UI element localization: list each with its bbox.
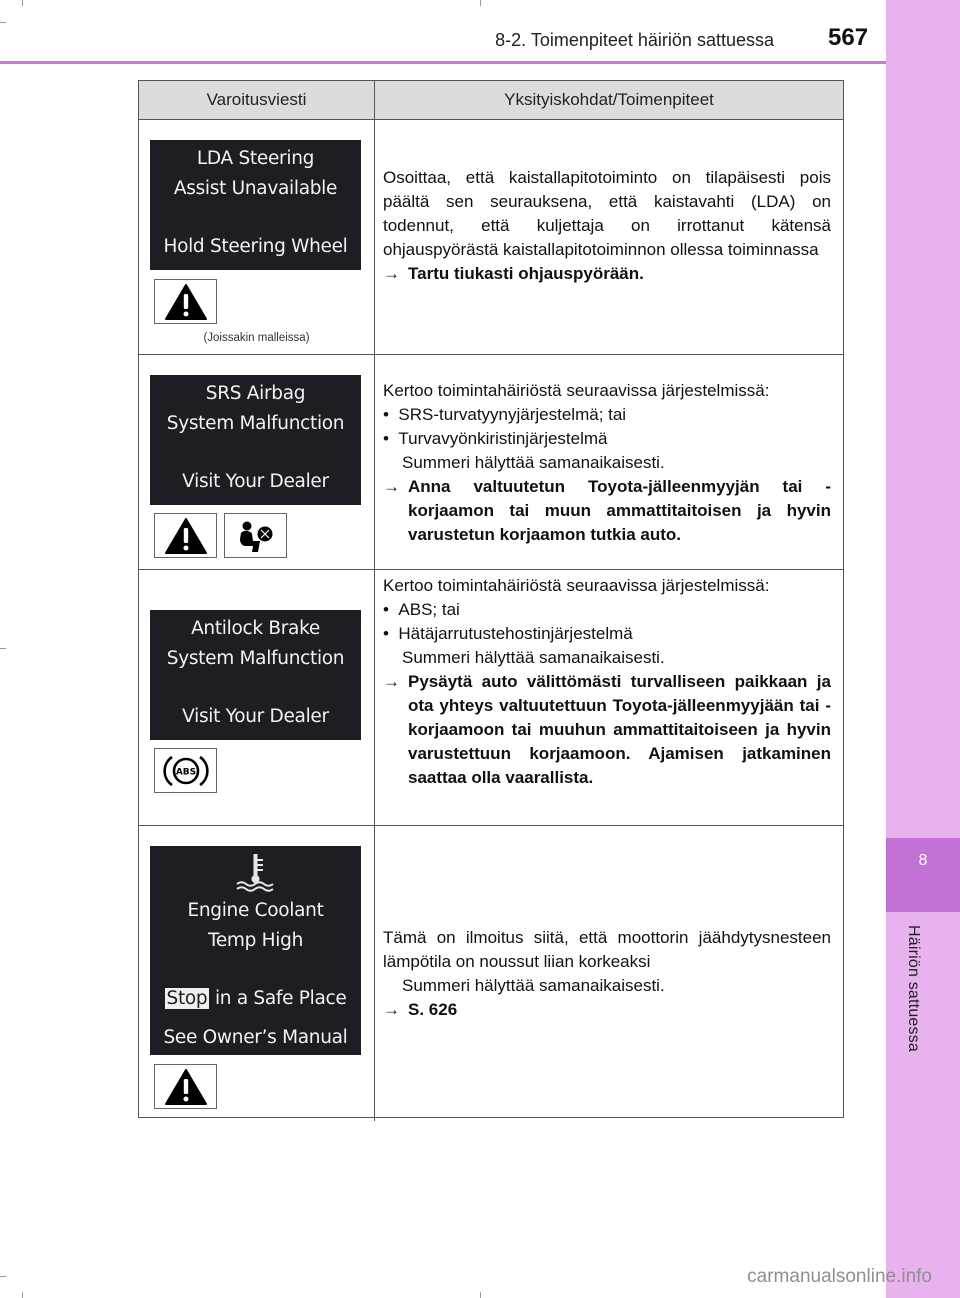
arrow-icon: → (383, 1000, 400, 1019)
buzzer-note: Summeri hälyttää samanaikaisesti. (402, 976, 665, 995)
crop-mark (480, 0, 481, 6)
crop-mark (22, 1292, 23, 1298)
message-line: Visit Your Dealer (182, 706, 329, 727)
message-line: SRS Airbag (205, 383, 306, 404)
message-line: Assist Unavailable (173, 178, 338, 199)
abs-icon-label: ABS (175, 767, 196, 777)
details-text (383, 379, 831, 547)
details-cell (375, 826, 843, 1121)
warning-icon-box (154, 513, 217, 558)
message-cell (139, 120, 375, 354)
crop-mark (0, 22, 6, 23)
stop-highlight: Stop (166, 988, 208, 1009)
warning-icon-box (154, 1064, 217, 1109)
description: Osoittaa, että kaistallapitotoiminto on tilapäisesti pois päältä sen seurauksena, että kaistavahti (LDA) on todennut, että kuljettaja on irrottanut kätensä ohjauspyörästä kaistallapitotoiminnon ollessa toiminnassa (383, 168, 831, 259)
warning-triangle-icon (164, 517, 208, 555)
list-item: • SRS-turvatyynyjärjestelmä; tai (383, 405, 627, 424)
running-header: 8-2. Toimenpiteet häiriön sattuessa (495, 30, 774, 50)
action-instruction: → Pysäytä auto välittömästi turvalliseen paikkaan ja ota yhteys valtuutettuun Toyota-jälleenmyyjään tai -korjaamoon tai muuhun ammattitaitoiseen ja hyvin varustettuun korjaamoon. Ajamisen jatkaminen saattaa olla vaarallista. (383, 672, 831, 787)
message-line: System Malfunction (166, 413, 345, 434)
buzzer-note: Summeri hälyttää samanaikaisesti. (402, 648, 665, 667)
message-line: Visit Your Dealer (182, 471, 329, 492)
crop-mark (480, 1292, 481, 1298)
header-rule (0, 61, 886, 64)
display-message (150, 610, 361, 740)
arrow-icon: → (383, 477, 400, 496)
column-header-details: Yksityiskohdat/Toimenpiteet (504, 90, 714, 109)
srs-airbag-icon (234, 517, 278, 555)
action-instruction: → S. 626 (383, 998, 831, 1022)
message-line: See Owner’s Manual (163, 1027, 348, 1048)
warning-triangle-icon (164, 283, 208, 321)
crop-mark (0, 648, 6, 649)
details-cell (375, 355, 843, 569)
warning-triangle-icon (164, 1068, 208, 1106)
chapter-side-tab (886, 0, 960, 1298)
table-row (139, 570, 843, 826)
details-text (383, 574, 831, 790)
abs-icon-box (154, 748, 217, 793)
arrow-icon: → (383, 264, 400, 283)
message-line: Temp High (207, 930, 303, 951)
details-cell (375, 120, 843, 354)
coolant-temperature-icon (234, 852, 278, 892)
column-header-message: Varoitusviesti (139, 81, 375, 119)
display-message (150, 140, 361, 270)
list-item: • ABS; tai (383, 600, 460, 619)
table-row (139, 120, 843, 355)
message-line: Hold Steering Wheel (163, 236, 348, 257)
buzzer-note: Summeri hälyttää samanaikaisesti. (402, 453, 665, 472)
message-line: LDA Steering (196, 148, 315, 169)
action-instruction: → Tartu tiukasti ohjauspyörään. (383, 262, 831, 286)
model-note: (Joissakin malleissa) (203, 332, 310, 344)
message-cell (139, 570, 375, 825)
action-instruction: → Anna valtuutetun Toyota-jälleenmyyjän tai -korjaamon tai muun ammattitaitoisen ja hyvin varustetun korjaamon tutkia auto. (383, 477, 831, 544)
details-cell (375, 570, 843, 825)
airbag-icon-box (224, 513, 287, 558)
watermark: carmanualsonline.info (747, 1266, 932, 1287)
abs-icon (163, 752, 209, 790)
description-intro: Kertoo toimintahäiriöstä seuraavissa järjestelmissä: (383, 381, 770, 400)
display-message (150, 375, 361, 505)
message-cell (139, 826, 375, 1121)
warning-icon-box (154, 279, 217, 324)
message-line: Engine Coolant (187, 900, 324, 921)
display-message (150, 846, 361, 1055)
crop-mark (0, 1276, 6, 1277)
table-header (139, 81, 843, 120)
crop-mark (22, 0, 23, 6)
page-number: 567 (828, 24, 869, 51)
message-line: Antilock Brake (191, 618, 320, 639)
chapter-number-box (886, 838, 960, 912)
details-text (383, 166, 831, 286)
description-intro: Kertoo toimintahäiriöstä seuraavissa järjestelmissä: (383, 576, 770, 595)
message-line: Stop in a Safe Place (166, 988, 347, 1009)
description: Tämä on ilmoitus siitä, että moottorin jäähdytysnesteen lämpötila on noussut liian korkeaksi (383, 928, 831, 971)
message-line: System Malfunction (166, 648, 345, 669)
chapter-label: Häiriön sattuessa (905, 925, 922, 1053)
table-row (139, 826, 843, 1121)
details-text (383, 926, 831, 1022)
arrow-icon: → (383, 672, 400, 691)
table-row (139, 355, 843, 570)
chapter-number: 8 (918, 852, 928, 869)
list-item: • Turvavyönkiristinjärjestelmä (383, 429, 608, 448)
warning-message-table (138, 80, 844, 1118)
list-item: • Hätäjarrutustehostinjärjestelmä (383, 624, 633, 643)
message-cell (139, 355, 375, 569)
